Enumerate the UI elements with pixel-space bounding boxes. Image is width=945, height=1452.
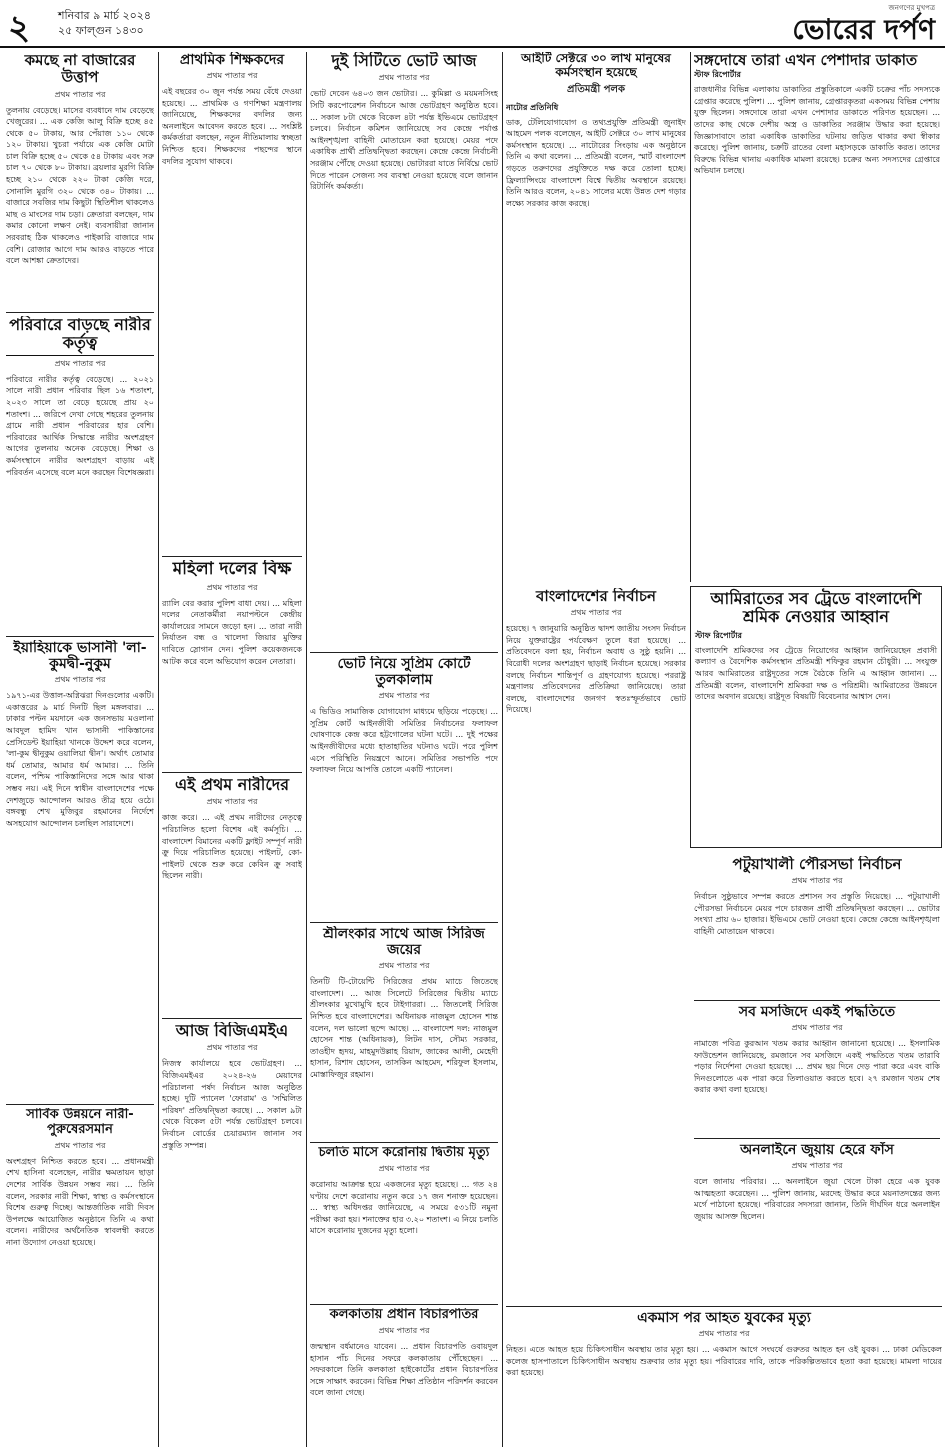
- jump-line: প্রথম পাতার পর: [570, 608, 622, 618]
- body-text: নির্বাচন সুষ্ঠুভাবে সম্পন্ন করতে প্রশাসন সব প্রস্তুতি নিয়েছে। ... পটুয়াখালী পৌরসভা নির্বাচনে মেয়র পদে চারজন প্রার্থী প্রতিদ্বন্দ্বিতা করছেন। ... ভোটার সংখ্যা প্রায় ৬০ হাজার। ইভিএমে ভোট নেওয়া হবে। কেন্দ্রে কেন্দ্রে আইনশৃঙ্খলা বাহিনী মোতায়েন থাকবে।: [694, 892, 940, 937]
- article-it-sector: [506, 52, 686, 582]
- article-young-man: [506, 1310, 942, 1446]
- headline: পরিবারে বাড়ছে নারীর কর্তৃত্ব: [6, 316, 154, 356]
- rule: [6, 1104, 154, 1105]
- body-text: তিনটি টি-টোয়েন্টি সিরিজের প্রথম ম্যাচে জিতেছে বাংলাদেশ। ... আজ সিলেটে সিরিজের দ্বিতীয় ম্যাচে শ্রীলংকার মুখোমুখি হবে টাইগাররা। ... জিতলেই সিরিজ নিশ্চিত হবে বাংলাদেশের। অধিনায়ক নাজমুল হোসেন শান্ত বলেন, দল ভালো ছন্দে আছে। ... বাংলাদেশ দল: নাজমুল হোসেন শান্ত (অধিনায়ক), লিটন দাস, সৌম্য সরকার, তাওহীদ হৃদয়, মাহমুদউল্লাহ রিয়াদ, জাকের আলী, মেহেদী হাসান, রিশাদ হোসেন, তাসকিন আহমেদ, শরিফুল ইসলাম, মোস্তাফিজুর রহমান।: [310, 977, 498, 1079]
- body-text: পরিবারে নারীর কর্তৃত্ব বেড়েছে। ... ২০২১ সালে নারী প্রধান পরিবার ছিল ১৬ শতাংশ, ২০২৩ সালে তা বেড়ে হয়েছে প্রায় ২০ শতাংশ। ... জরিপে দেখা গেছে শহরের তুলনায় গ্রামে নারী প্রধান পরিবারের হার বেশি। পরিবারের আর্থিক সিদ্ধান্তে নারীর অংশগ্রহণ আগের তুলনায় অনেক বেড়েছে। শিক্ষা ও কর্মসংস্থানে নারীর অংশগ্রহণ বাড়ায় এই পরিবর্তন এসেছে বলে মনে করছেন বিশেষজ্ঞরা।: [6, 374, 154, 477]
- article-robbers: [694, 52, 940, 582]
- byline: নাটোর প্রতিনিধি: [506, 102, 559, 112]
- article-patuakhali: [694, 856, 940, 996]
- headline: কমছে না বাজারের উত্তাপ: [24, 52, 136, 87]
- headline: কলকাতায় প্রধান বিচারপতির: [329, 1308, 479, 1322]
- article-teachers: [162, 52, 302, 552]
- article-election: [506, 588, 686, 1088]
- jump-line: প্রথম পাতার পর: [206, 1043, 258, 1053]
- headline: প্রাথমিক শিক্ষকদের: [179, 52, 285, 68]
- jump-line: প্রথম পাতার পর: [206, 71, 258, 81]
- body-text: তুলনায় বেড়েছে। মাসের ব্যবধানে দাম বেড়েছে খেজুরের। ... এক কেজি আলু বিক্রি হচ্ছে ৪৫ থেকে ৫০ টাকায়, আর পেঁয়াজ ১১০ থেকে ১২০ টাকায়। খুচরা পর্যায়ে এক কেজি মোটা চাল বিক্রি হচ্ছে ৫০ থেকে ৫৪ টাকায় এবং সরু চাল ৭০ থেকে ৮০ টাকায়। ব্রয়লার মুরগি বিক্রি হচ্ছে ২১০ থেকে ২২০ টাকা কেজি দরে, সোনালি মুরগি ৩২০ থেকে ৩৪০ টাকায়। ... বাজারে সবজির দাম কিছুটা স্থিতিশীল থাকলেও মাছ ও মাংসের দাম চড়া। ক্রেতারা বলছেন, দাম কমার কোনো লক্ষণ নেই। ব্যবসায়ীরা জানান সরবরাহ ঠিক থাকলেও পাইকারি বাজারে দাম বেশি। রোজার আগে দাম আরও বাড়তে পারে বলে আশঙ্কা ক্রেতাদের।: [6, 105, 154, 266]
- article-mohila-dol: [162, 560, 302, 768]
- body-text: কাজ করে। ... এই প্রথম নারীদের নেতৃত্বে পরিচালিত হলো বিশেষ এই কর্মসূচি। ... বাংলাদেশ বিমানের একটি ফ্লাইট সম্পূর্ণ নারী ক্রু দিয়ে পরিচালিত হয়েছে। পাইলট, কো-পাইলট থেকে শুরু করে কেবিন ক্রু সবাই ছিলেন নারী।: [162, 813, 302, 881]
- body-text: ভোট দেবেন ৬৪০৩ জন ভোটার। ... কুমিল্লা ও ময়মনসিংহ সিটি করপোরেশন নির্বাচনে আজ ভোটগ্রহণ অনুষ্ঠিত হবে। ... সকাল ৮টা থেকে বিকেল ৪টা পর্যন্ত ইভিএমে ভোটগ্রহণ চলবে। নির্বাচন কমিশন জানিয়েছে সব কেন্দ্রে পর্যাপ্ত আইনশৃঙ্খলা বাহিনী মোতায়েন করা হয়েছে। মেয়র পদে একাধিক প্রার্থী প্রতিদ্বন্দ্বিতা করছেন। কেন্দ্রে কেন্দ্রে নির্বাচনী সরঞ্জাম পৌঁছে দেওয়া হয়েছে। ভোটাররা যাতে নির্বিঘ্নে ভোট দিতে পারেন সেজন্য সব ব্যবস্থা নেওয়া হয়েছে বলে জানান রিটার্নিং কর্মকর্তা।: [310, 89, 498, 192]
- column-divider: [502, 52, 503, 1447]
- body-text: হয়েছে। ৭ জানুয়ারি অনুষ্ঠিত দ্বাদশ জাতীয় সংসদ নির্বাচন নিয়ে যুক্তরাষ্ট্রের পর্যবেক্ষণ তুলে ধরা হয়েছে। ... প্রতিবেদনে বলা হয়, নির্বাচন অবাধ ও সুষ্ঠু হয়নি। ... বিরোধী দলের অংশগ্রহণ ছাড়াই নির্বাচন হয়েছে। সরকার বলছে নির্বাচন শান্তিপূর্ণ ও গ্রহণযোগ্য হয়েছে। পররাষ্ট্র মন্ত্রণালয় প্রতিবেদনের প্রতিক্রিয়া জানিয়েছে। তারা বলছে, বাংলাদেশের জনগণ স্বতঃস্ফূর্তভাবে ভোট দিয়েছে।: [506, 624, 686, 715]
- headline: ইয়াহিয়াকে ভাসানী 'লা-কুমদ্বী-নুকুম: [13, 640, 147, 673]
- body-text: নিহত। এতে আহত হয়ে চিকিৎসাধীন অবস্থায় তার মৃত্যু হয়। ... একমাস আগে সংঘর্ষে গুরুতর আহত হন ওই যুবক। ... ঢাকা মেডিকেল কলেজ হাসপাতালে চিকিৎসাধীন অবস্থায় শুক্রবার তার মৃত্যু হয়। পরিবারের দাবি, তাকে পরিকল্পিতভাবে হত্যা করা হয়েছে। মামলা দায়ের করা হয়েছে।: [506, 1345, 942, 1378]
- rule: [310, 1142, 498, 1143]
- article-two-city-elections: [310, 52, 498, 650]
- body-text: করোনায় আক্রান্ত হয়ে একজনের মৃত্যু হয়েছে। ... গত ২৪ ঘণ্টায় দেশে করোনায় নতুন করে ১৭ জন শনাক্ত হয়েছেন। ... স্বাস্থ্য অধিদপ্তর জানিয়েছে, এ সময়ে ৫৩১টি নমুনা পরীক্ষা করা হয়। শনাক্তের হার ৩.২০ শতাংশ। এ নিয়ে চলতি মাসে করোনায় দুজনের মৃত্যু হলো।: [310, 1179, 498, 1236]
- rule: [6, 636, 154, 637]
- rule: [162, 772, 302, 773]
- headline: শ্রীলংকার সাথে আজ সিরিজ জয়ের: [323, 926, 485, 959]
- headline: বাংলাদেশের নির্বাচন: [536, 588, 656, 605]
- jump-line: প্রথম পাতার পর: [378, 1163, 430, 1173]
- paper-tagline: জনগণের মুখপত্র: [888, 4, 935, 12]
- body-text: এ ভিডিও সামাজিক যোগাযোগ মাধ্যমে ছড়িয়ে পড়েছে। ... সুপ্রিম কোর্ট আইনজীবী সমিতির নির্বাচনের ফলাফল ঘোষণাকে কেন্দ্র করে হট্টগোলের ঘটনা ঘটে। ... দুই পক্ষের আইনজীবীদের মধ্যে হাতাহাতির ঘটনাও ঘটে। পরে পুলিশ এসে পরিস্থিতি নিয়ন্ত্রণে আনে। সমিতির সভাপতি পদে ফলাফল নিয়ে আপত্তি তোলে একটি প্যানেল।: [310, 707, 498, 775]
- date-bengali: ২৫ ফাল্গুন ১৪৩০: [58, 24, 144, 37]
- jump-line: প্রথম পাতার পর: [791, 1161, 843, 1171]
- jump-line: প্রথম পাতার পর: [791, 876, 843, 886]
- jump-line: প্রথম পাতার পর: [206, 582, 258, 592]
- paper-name: ভোরের দর্পণ: [792, 13, 935, 46]
- paper-logo: [792, 2, 935, 46]
- body-text: নামাজে পবিত্র কুরআন খতম করার আহ্বান জানানো হয়েছে। ... ইসলামিক ফাউন্ডেশন জানিয়েছে, রমজানে সব মসজিদে একই পদ্ধতিতে খতম তারাবি পড়ার নির্দেশনা দেওয়া হয়েছে। ... প্রথম ছয় দিনে দেড় পারা করে এবং বাকি দিনগুলোতে এক পারা করে তিলাওয়াত করতে হবে। ২৭ রমজান খতম শেষ করার কথা বলা হয়েছে।: [694, 1039, 940, 1095]
- date-gregorian: শনিবার ৯ মার্চ ২০২৪: [58, 9, 152, 22]
- body-text: র‍্যালি বের করার পুলিশ বাধা দেয়। ... মহিলা দলের নেতাকর্মীরা নয়াপল্টনে কেন্দ্রীয় কার্যালয়ের সামনে জড়ো হন। ... তারা নারী নির্যাতন বন্ধ ও খালেদা জিয়ার মুক্তির দাবিতে স্লোগান দেন। পুলিশ কয়েকজনকে আটক করে বলে অভিযোগ করেন নেতারা।: [162, 598, 302, 666]
- jump-line: প্রথম পাতার পর: [378, 1325, 430, 1335]
- article-first-woman: [162, 776, 302, 1014]
- article-mosques: [694, 1004, 940, 1134]
- rule: [694, 1000, 940, 1001]
- jump-line: প্রথম পাতার পর: [54, 675, 106, 685]
- body-text: অংশগ্রহণ নিশ্চিত করতে হবে। ... প্রধানমন্ত্রী শেখ হাসিনা বলেছেন, নারীর ক্ষমতায়ন ছাড়া দেশের সার্বিক উন্নয়ন সম্ভব নয়। ... তিনি বলেন, সরকার নারী শিক্ষা, স্বাস্থ্য ও কর্মসংস্থানে বিশেষ গুরুত্ব দিচ্ছে। আন্তর্জাতিক নারী দিবস উপলক্ষে আয়োজিত অনুষ্ঠানে তিনি এ কথা বলেন। নারীদের অর্থনৈতিক স্বাবলম্বী করতে নানা উদ্যোগ নেওয়া হয়েছে।: [6, 1156, 154, 1248]
- headline: সঙ্গদোষে তারা এখন পেশাদার ডাকাত: [694, 52, 918, 69]
- jump-line: প্রথম পাতার পর: [54, 358, 106, 368]
- rule: [310, 922, 498, 923]
- article-women-leadership: [6, 316, 154, 634]
- body-text: ডাক, টেলিযোগাযোগ ও তথ্যপ্রযুক্তি প্রতিমন্ত্রী জুনাইদ আহমেদ পলক বলেছেন, আইটি সেক্টরে ৩০ লাখ মানুষের কর্মসংস্থান হয়েছে। ... নাটোরের সিংড়ায় এক অনুষ্ঠানে তিনি এ কথা বলেন। ... প্রতিমন্ত্রী বলেন, স্মার্ট বাংলাদেশ গড়তে তরুণদের প্রযুক্তিতে দক্ষ করে তোলা হচ্ছে। ফ্রিল্যান্সিংয়ে বাংলাদেশ বিশ্বে দ্বিতীয় অবস্থানে রয়েছে। তিনি আরও বলেন, ২০৪১ সালের মধ্যে উন্নত দেশ গড়ার লক্ষ্যে সরকার কাজ করছে।: [506, 117, 686, 208]
- headline: আমিরাতের সব ট্রেডে বাংলাদেশি শ্রমিক নেওয়ার আহ্বান: [710, 589, 922, 627]
- headline: একমাস পর আহত যুবকের মৃত্যু: [637, 1310, 811, 1326]
- article-uae-workers: [690, 586, 942, 848]
- headline: অনলাইনে জুয়ায় হেরে ফাঁস: [740, 1142, 894, 1158]
- headline: পটুয়াখালী পৌরসভা নির্বাচন: [732, 856, 902, 873]
- headline: এই প্রথম নারীদের: [174, 776, 290, 794]
- article-supreme-court: [310, 656, 498, 918]
- byline: স্টাফ রিপোর্টার: [695, 630, 742, 640]
- body-text: বাংলাদেশি শ্রমিকদের সব ট্রেডে নিয়োগের আহ্বান জানিয়েছেন প্রবাসী কল্যাণ ও বৈদেশিক কর্মসংস্থান প্রতিমন্ত্রী শফিকুর রহমান চৌধুরী। ... সংযুক্ত আরব আমিরাতের রাষ্ট্রদূতের সঙ্গে বৈঠকে তিনি এ আহ্বান জানান। ... প্রতিমন্ত্রী বলেন, বাংলাদেশি শ্রমিকরা দক্ষ ও পরিশ্রমী। আমিরাতের উন্নয়নে তাদের অবদান রয়েছে। রাষ্ট্রদূত বিষয়টি বিবেচনার আশ্বাস দেন।: [695, 645, 937, 702]
- rule: [162, 1018, 302, 1019]
- headline: দুই সিটিতে ভোট আজ: [331, 52, 477, 70]
- rule: [310, 1304, 498, 1305]
- headline: মহিলা দলের বিক্ষ: [172, 560, 292, 579]
- rule: [506, 1306, 942, 1307]
- rule: [694, 1138, 940, 1139]
- jump-line: প্রথম পাতার পর: [206, 797, 258, 807]
- article-chief-justice: [310, 1308, 498, 1446]
- body-text: নিজস্ব কার্যালয়ে হবে ভোটগ্রহণ। ... বিজিএমইএর ২০২৪-২৬ মেয়াদের পরিচালনা পর্ষদ নির্বাচন আজ অনুষ্ঠিত হচ্ছে। দুটি প্যানেল 'ফোরাম' ও 'সম্মিলিত পরিষদ' প্রতিদ্বন্দ্বিতা করছে। ... সকাল ৯টা থেকে বিকেল ৫টা পর্যন্ত ভোটগ্রহণ চলবে। নির্বাচন বোর্ডের চেয়ারম্যান জানান সব প্রস্তুতি সম্পন্ন।: [162, 1059, 302, 1150]
- masthead: [0, 0, 945, 48]
- jump-line: প্রথম পাতার পর: [54, 1140, 106, 1150]
- article-sri-lanka: [310, 926, 498, 1138]
- article-prices: [6, 52, 154, 310]
- jump-line: প্রথম পাতার পর: [378, 961, 430, 971]
- headline: সার্বিক উন্নয়নে নারী-পুরুষেরসমান: [26, 1108, 134, 1137]
- headline: আজ বিজিএমইএ: [175, 1022, 289, 1040]
- article-gender-equality: [6, 1108, 154, 1446]
- body-text: জন্মস্থান বর্ধমানেও যাবেন। ... প্রধান বিচারপতি ওবায়দুল হাসান পাঁচ দিনের সফরে কলকাতায় পৌঁছেছেন। ... সফরকালে তিনি কলকাতা হাইকোর্টের প্রধান বিচারপতির সঙ্গে সাক্ষাৎ করবেন। বিভিন্ন শিক্ষা প্রতিষ্ঠান পরিদর্শন করবেন বলে জানা গেছে।: [310, 1341, 498, 1398]
- article-yahya-bhashani: [6, 640, 154, 1100]
- headline: চলতি মাসে করোনায় দ্বিতীয় মৃত্যু: [318, 1146, 490, 1160]
- body-text: ১৯৭১-এর উত্তাল-অগ্নিঝরা দিনগুলোর একটি। একাত্তরের ৯ মার্চ দিনটি ছিল মঙ্গলবার। ... ঢাকার পল্টন ময়দানে এক জনসভায় মওলানা আবদুল হামিদ খান ভাসানী পাকিস্তানের প্রেসিডেন্ট ইয়াহিয়া খানকে উদ্দেশ করে বলেন, 'লা-কুম দ্বীনুকুম ওয়ালিয়া দ্বীন'। অর্থাৎ তোমার ধর্ম তোমার, আমার ধর্ম আমার। ... তিনি বলেন, পশ্চিম পাকিস্তানিদের সঙ্গে আর থাকা সম্ভব নয়। এই দিনে স্বাধীন বাংলাদেশের পক্ষে দেশজুড়ে আন্দোলন আরও তীব্র হয়ে ওঠে। বঙ্গবন্ধু শেখ মুজিবুর রহমানের নির্দেশে অসহযোগ আন্দোলন চলছিল সারাদেশে।: [6, 691, 154, 828]
- article-corona: [310, 1146, 498, 1302]
- headline: ভোট নিয়ে সুপ্রিম কোর্টে তুলকালাম: [337, 656, 471, 689]
- column-divider: [690, 52, 691, 582]
- headline: সব মসজিদে একই পদ্ধতিতে: [738, 1004, 896, 1020]
- date-line: [58, 8, 151, 38]
- page-number: ২: [8, 8, 31, 48]
- jump-line: প্রথম পাতার পর: [378, 691, 430, 701]
- byline: স্টাফ রিপোর্টার: [694, 70, 741, 80]
- body-text: বলে জানায় পরিবার। ... অনলাইনে জুয়া খেলে টাকা হেরে এক যুবক আত্মহত্যা করেছেন। ... পুলিশ জানায়, মরদেহ উদ্ধার করে ময়নাতদন্তের জন্য মর্গে পাঠানো হয়েছে। পরিবারের সদস্যরা জানান, তিনি দীর্ঘদিন ধরে অনলাইন জুয়ায় আসক্ত ছিলেন।: [694, 1177, 940, 1221]
- rule: [162, 556, 302, 557]
- jump-line: প্রথম পাতার পর: [698, 1329, 750, 1339]
- column-divider: [306, 52, 307, 1447]
- article-bgmea: [162, 1022, 302, 1446]
- column-divider: [158, 52, 159, 1447]
- article-gambling: [694, 1142, 940, 1302]
- rule: [310, 652, 498, 653]
- jump-line: প্রথম পাতার পর: [54, 89, 106, 99]
- headline: আইটি সেক্টরে ৩০ লাখ মানুষের কর্মসংস্থান হয়েছে: [521, 52, 671, 79]
- subheadline: প্রতিমন্ত্রী পলক: [567, 83, 625, 95]
- rule: [6, 312, 154, 313]
- body-text: রাজধানীর বিভিন্ন এলাকায় ডাকাতির প্রস্তুতিকালে একটি চক্রের পাঁচ সদস্যকে গ্রেপ্তার করেছে পুলিশ। ... পুলিশ জানায়, গ্রেপ্তারকৃতরা একসময় বিভিন্ন পেশায় যুক্ত ছিলেন। সঙ্গদোষে তারা এখন পেশাদার ডাকাতে পরিণত হয়েছেন। ... তাদের কাছ থেকে দেশীয় অস্ত্র ও ডাকাতির সরঞ্জাম উদ্ধার করা হয়েছে। জিজ্ঞাসাবাদে তারা একাধিক ডাকাতির ঘটনায় জড়িত থাকার কথা স্বীকার করেছে। পুলিশ জানায়, চক্রটি রাতের বেলা মহাসড়কে ডাকাতি করত। তাদের বিরুদ্ধে বিভিন্ন থানায় একাধিক মামলা রয়েছে। চক্রের অন্য সদস্যদের গ্রেপ্তারে অভিযান চলছে।: [694, 85, 940, 176]
- body-text: এই বছরের ৩০ জুন পর্যন্ত সময় বেঁধে দেওয়া হয়েছে। ... প্রাথমিক ও গণশিক্ষা মন্ত্রণালয় জানিয়েছে, শিক্ষকদের বদলির জন্য অনলাইনে আবেদন করতে হবে। ... সংশ্লিষ্ট কর্মকর্তারা বলছেন, নতুন নীতিমালায় স্বচ্ছতা নিশ্চিত হবে। শিক্ষকদের পছন্দের স্থানে বদলির সুযোগ থাকবে।: [162, 87, 302, 166]
- jump-line: প্রথম পাতার পর: [378, 73, 430, 83]
- jump-line: প্রথম পাতার পর: [791, 1023, 843, 1033]
